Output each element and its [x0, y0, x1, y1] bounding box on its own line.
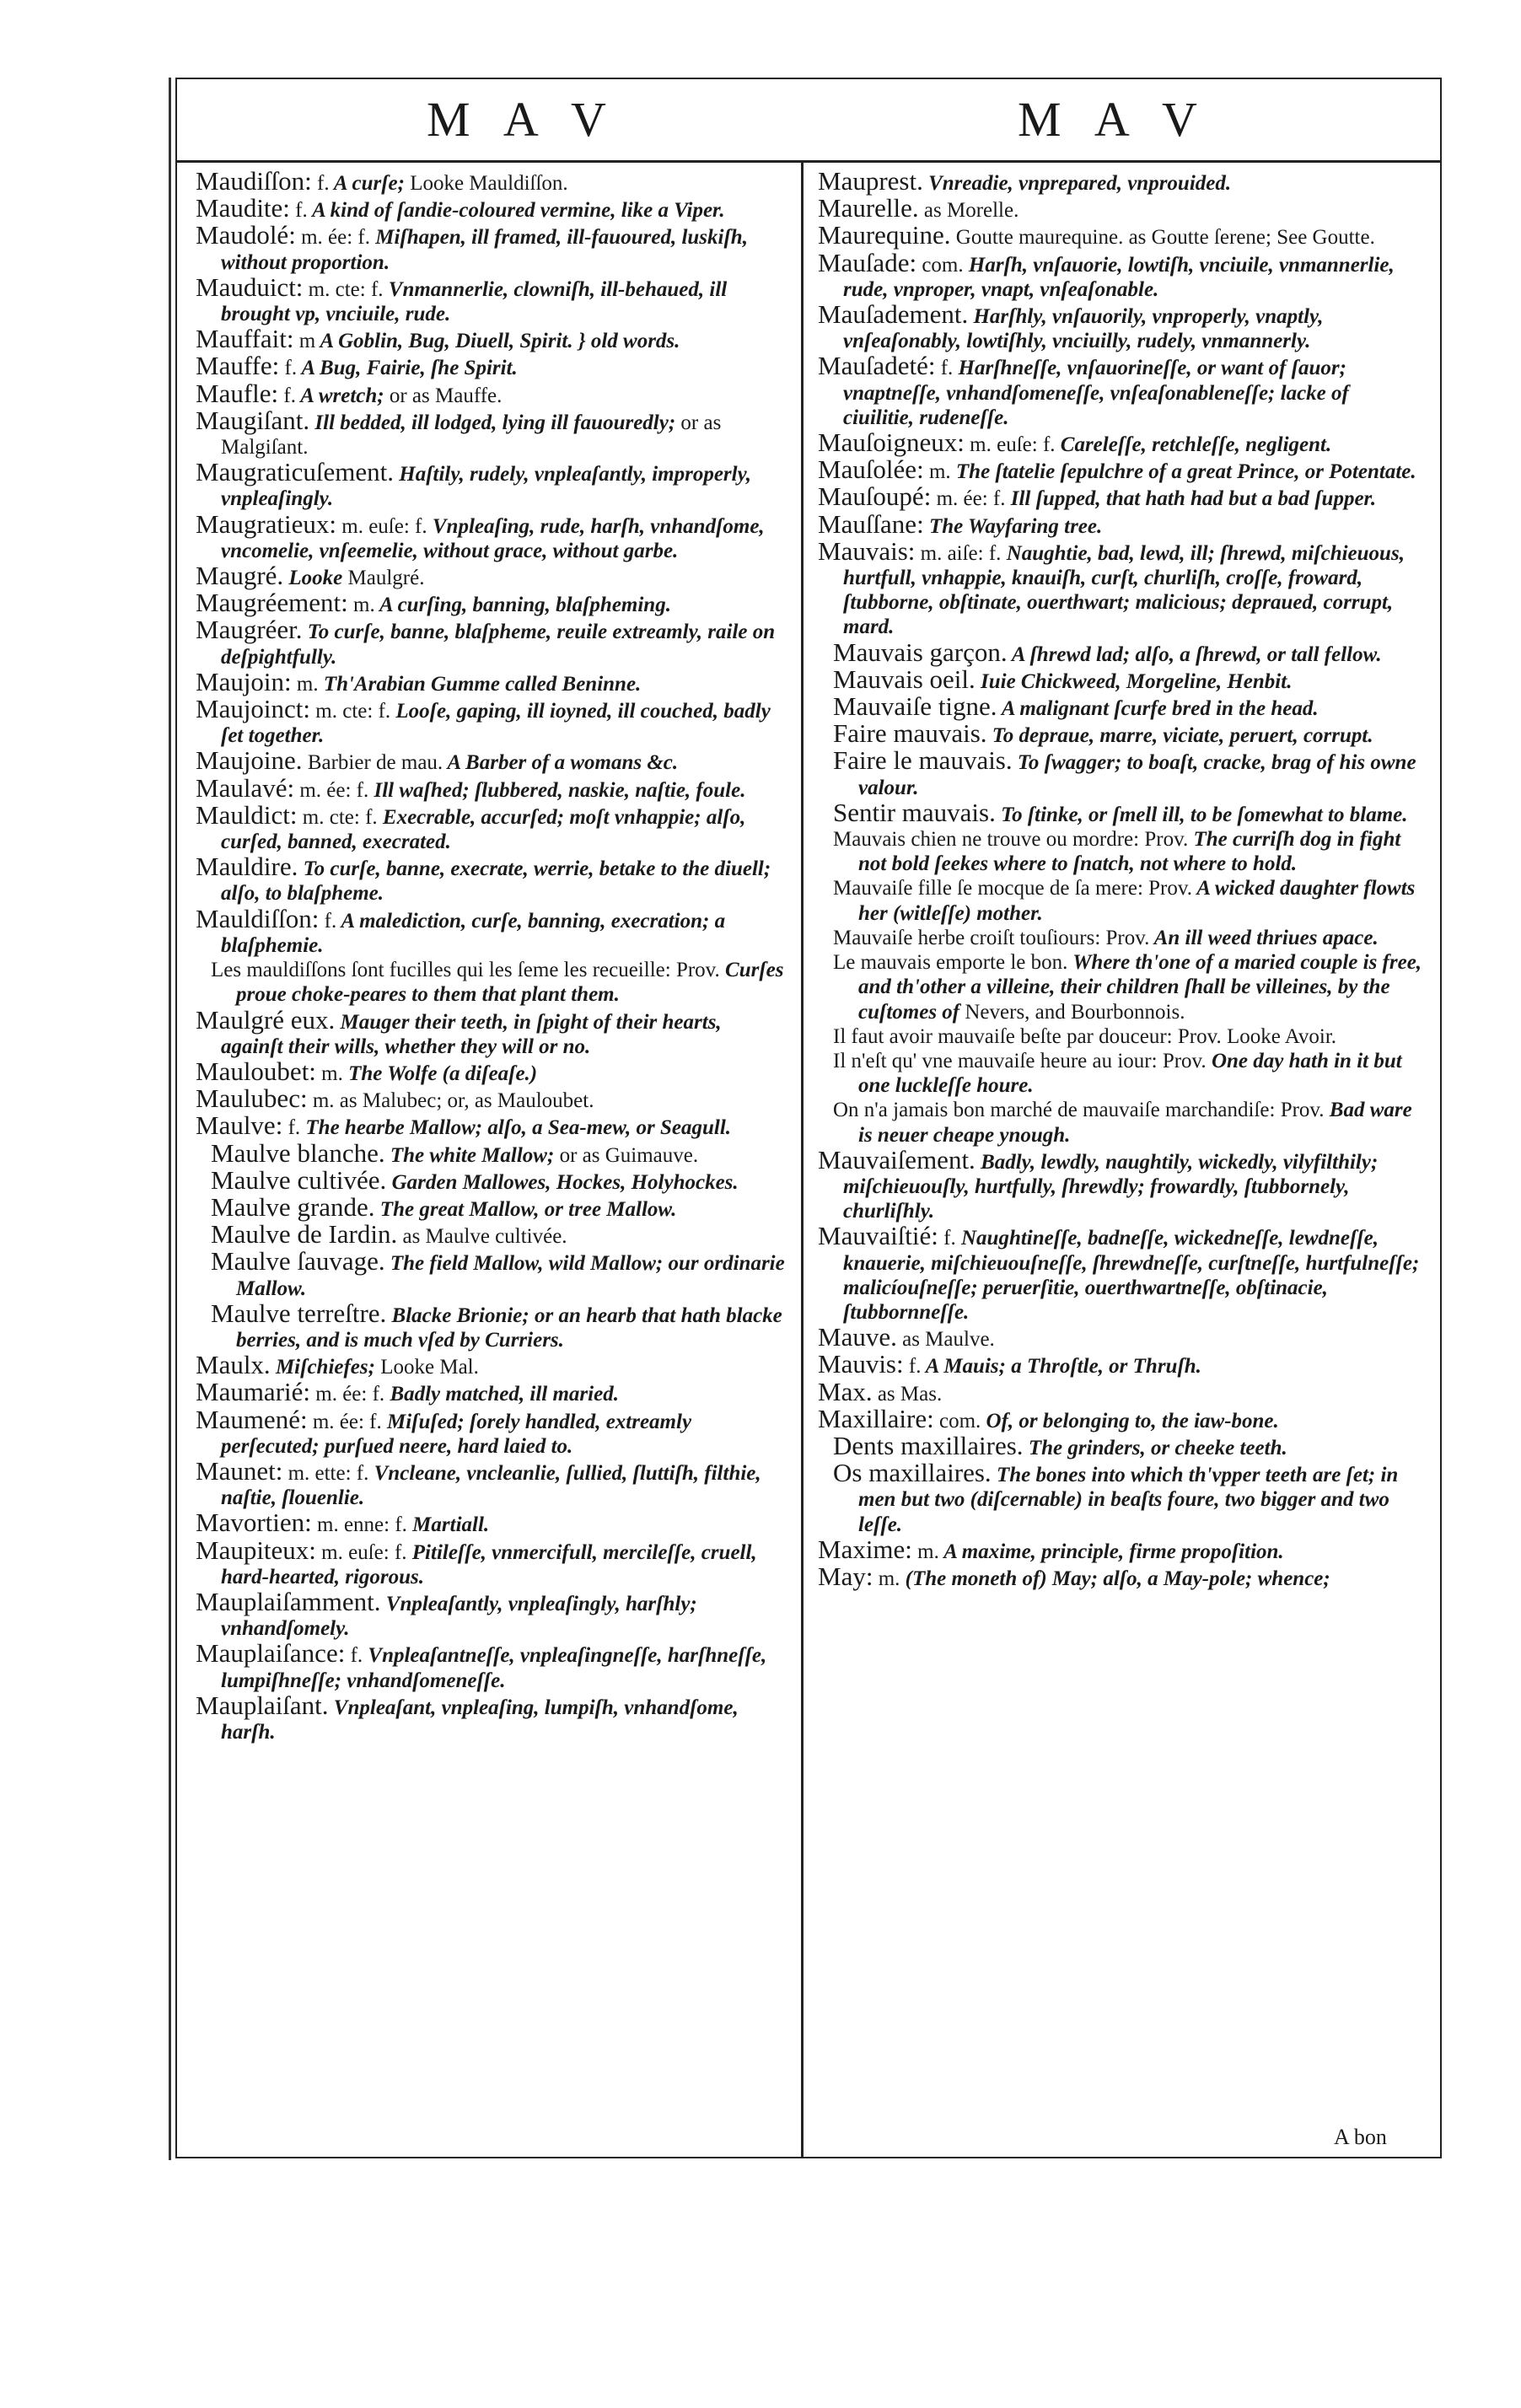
- entry-grammar: m. ée: f.: [295, 226, 370, 250]
- entry-headword: Mauvais garçon.: [833, 637, 1008, 667]
- dictionary-entry: [196, 1638, 786, 1692]
- entry-headword: Faire mauvais.: [833, 718, 987, 749]
- entry-definition: The Wayfaring tree.: [923, 514, 1103, 538]
- dictionary-entry: [818, 535, 1423, 640]
- entry-headword: Maulx.: [196, 1350, 271, 1380]
- entry-definition: Where th'one of a maried couple is free, and th'other a villeine, their children ſhall be villeines, by the cuſtomes of: [858, 951, 1422, 1024]
- entry-definition: Th'Arabian Gumme called Beninne.: [318, 672, 642, 696]
- dictionary-entry: [196, 772, 786, 803]
- entry-definition: Ill waſhed; ſlubbered, naskie, naſtie, foule.: [368, 778, 746, 802]
- dictionary-entry: [196, 169, 786, 196]
- entry-definition: A Barber of a womans &c.: [443, 751, 679, 775]
- dictionary-entry: [818, 1024, 1423, 1049]
- entry-definition: The hearbe Mallow; alſo, a Sea-mew, or Seagull.: [300, 1116, 732, 1140]
- entry-reference: Looke Mal.: [380, 1356, 479, 1379]
- entry-headword: Maulve cultivée.: [211, 1164, 387, 1195]
- dictionary-entry: [818, 193, 1423, 223]
- entry-grammar: m.: [911, 1540, 939, 1563]
- dictionary-entry: [196, 405, 786, 460]
- dictionary-entry: [818, 454, 1423, 485]
- entry-headword: Maugiſant.: [196, 405, 310, 435]
- dictionary-entry: [196, 508, 786, 563]
- dictionary-entry: [196, 1137, 786, 1168]
- entry-grammar: f.: [278, 384, 296, 407]
- dictionary-entry: [196, 1455, 786, 1510]
- entry-grammar: f.: [935, 357, 954, 380]
- entry-grammar: Mauvais chien ne trouve ou mordre: Prov.: [833, 828, 1189, 852]
- entry-grammar: com.: [933, 1409, 981, 1432]
- entry-headword: Maurelle.: [818, 193, 919, 223]
- entry-headword: Sentir mauvais.: [833, 797, 996, 827]
- dictionary-entry: [818, 664, 1423, 694]
- dictionary-entry: [196, 378, 786, 408]
- entry-headword: Maugréer.: [196, 615, 303, 645]
- entry-definition: The curriſh dog in fight not bold ſeekes where to ſnatch, not where to hold.: [858, 828, 1401, 876]
- entry-grammar: as Maulve cultivée.: [397, 1225, 567, 1249]
- entry-definition: The Wolfe (a diſeaſe.): [342, 1062, 538, 1085]
- entry-definition: The bones into which th'vpper teeth are ſet; in men but two (diſcernable) in beaſts foure, two bigger and two leſſe.: [858, 1464, 1399, 1536]
- dictionary-entry: [818, 1144, 1423, 1224]
- entry-headword: Maudiſſon:: [196, 169, 312, 196]
- entry-headword: Mauvais oeil.: [833, 664, 975, 694]
- entry-headword: Mauplaiſance:: [196, 1638, 346, 1669]
- dictionary-entry: [818, 508, 1423, 539]
- entry-headword: Maugré.: [196, 561, 284, 591]
- dictionary-entry: [196, 353, 786, 380]
- entry-definition: A maxime, principle, firme propoſition.: [938, 1540, 1284, 1563]
- dictionary-entry: [196, 854, 786, 906]
- running-head-right: M A V: [1018, 92, 1209, 147]
- dictionary-entry: [196, 1690, 786, 1744]
- dictionary-entry: [818, 1460, 1423, 1537]
- right-column: [818, 169, 1423, 2142]
- entry-grammar: com.: [916, 253, 964, 277]
- entry-grammar: m. euſe: f.: [964, 433, 1056, 457]
- entry-definition: Ill bedded, ill lodged, lying ill fauouredly;: [309, 411, 681, 434]
- entry-headword: Mavortien:: [196, 1508, 312, 1538]
- entry-grammar: f.: [289, 199, 308, 223]
- entry-grammar: Goutte maurequine. as Goutte ſerene; See Goutte.: [950, 226, 1375, 250]
- dictionary-entry: [818, 718, 1423, 749]
- entry-definition: A malignant ſcurfe bred in the head.: [997, 697, 1319, 721]
- entry-definition: A malediction, curſe, banning, execration; a blaſphemie.: [221, 909, 726, 957]
- entry-definition: Naughtineſſe, badneſſe, wickedneſſe, lewdneſſe, knauerie, miſchieuouſneſſe, ſhrewdneſſe, curſtneſſe, hurtfulneſſe; malicíouſneſſe; peruerſitie, ouerthwartneſſe, obſtinacie, ſtubbornneſſe.: [843, 1227, 1420, 1324]
- entry-headword: Mauldiſſon:: [196, 903, 320, 933]
- entry-headword: Maulve ſauvage.: [211, 1246, 385, 1277]
- entry-definition: Miſchiefes;: [270, 1356, 381, 1379]
- entry-headword: Mauſoupé:: [818, 481, 932, 512]
- dictionary-entry: [818, 691, 1423, 722]
- entry-headword: Max.: [818, 1376, 873, 1406]
- dictionary-entry: [818, 827, 1423, 876]
- entry-definition: A Goblin, Bug, Diuell, Spirit. } old words.: [315, 330, 680, 353]
- entry-headword: Mauplaiſant.: [196, 1690, 329, 1720]
- entry-definition: Bad ware is neuer cheape ynough.: [858, 1099, 1412, 1147]
- entry-headword: Maunet:: [196, 1455, 283, 1486]
- catchword: A bon: [1334, 2125, 1387, 2149]
- entry-definition: Careleſſe, retchleſſe, negligent.: [1055, 433, 1332, 457]
- entry-definition: Execrable, accurſed; moſt vnhappie; alſo, curſed, banned, execrated.: [221, 805, 746, 854]
- entry-headword: Mauvais:: [818, 535, 916, 566]
- dictionary-entry: [818, 1223, 1423, 1325]
- entry-grammar: f.: [938, 1227, 956, 1250]
- entry-definition: Harſh, vnſauorie, lowtiſh, vnciuile, vnmannerlie, rude, vnproper, vnapt, vnſeaſonable.: [843, 253, 1395, 301]
- entry-definition: Of, or belonging to, the iaw-bone.: [981, 1409, 1279, 1432]
- entry-headword: Mauſadeté:: [818, 351, 936, 381]
- entry-definition: A wicked daughter flowts her (witleſſe) mother.: [858, 877, 1416, 925]
- entry-headword: Mauprest.: [818, 169, 923, 196]
- dictionary-entry: [196, 326, 786, 353]
- entry-grammar: m. aiſe: f.: [915, 541, 1002, 565]
- dictionary-entry: [196, 617, 786, 669]
- entry-headword: Maugraticuſement.: [196, 457, 394, 487]
- entry-headword: Maulve blanche.: [211, 1137, 385, 1168]
- dictionary-entry: [818, 427, 1423, 458]
- entry-grammar: f.: [345, 1644, 363, 1668]
- dictionary-entry: [818, 1049, 1423, 1098]
- entry-headword: Maulve terreſtre.: [211, 1298, 387, 1328]
- entry-grammar: m.: [315, 1062, 343, 1085]
- dictionary-entry: [196, 1535, 786, 1589]
- entry-definition: A Bug, Fairie, ſhe Spirit.: [297, 357, 518, 380]
- dictionary-entry: [818, 950, 1423, 1024]
- dictionary-entry: [818, 1349, 1423, 1379]
- entry-definition: Badly matched, ill maried.: [384, 1383, 619, 1406]
- entry-headword: Maulve grande.: [211, 1191, 375, 1222]
- dictionary-entry: [196, 271, 786, 326]
- entry-definition: Vnpleaſantly, vnpleaſingly, harſhly; vnhandſomely.: [221, 1592, 697, 1641]
- dictionary-entry: [196, 1219, 786, 1250]
- entry-reference: Looke Mauldiſſon.: [410, 172, 568, 195]
- entry-grammar: as Mas.: [872, 1382, 943, 1406]
- entry-definition: A Mauis; a Throſtle, or Thruſh.: [921, 1355, 1201, 1379]
- entry-grammar: m. euſe: f.: [315, 1540, 407, 1564]
- entry-headword: Maupiteux:: [196, 1535, 316, 1565]
- entry-headword: Mauffait:: [196, 324, 294, 354]
- entry-grammar: m. enne: f.: [311, 1513, 407, 1537]
- entry-reference: or as Mauffe.: [389, 384, 503, 407]
- entry-headword: Mauloubet:: [196, 1056, 316, 1086]
- dictionary-entry: [818, 797, 1423, 827]
- dictionary-entry: [196, 563, 786, 590]
- entry-headword: Maudite:: [196, 193, 290, 223]
- dictionary-entry: [196, 1379, 786, 1406]
- dictionary-entry: [196, 696, 786, 748]
- dictionary-entry: [818, 926, 1423, 950]
- entry-headword: Maxime:: [818, 1534, 912, 1564]
- entry-definition: To ſtinke, or ſmell ill, to be ſomewhat to blame.: [995, 803, 1408, 826]
- dictionary-entry: [818, 876, 1423, 925]
- entry-definition: Miſhapen, ill framed, ill-fauoured, luskiſh, without proportion.: [221, 226, 748, 274]
- entry-definition: The great Mallow, or tree Mallow.: [374, 1197, 677, 1221]
- dictionary-entry: [196, 1404, 786, 1459]
- entry-grammar: Mauvaiſe herbe croiſt touſiours: Prov.: [833, 926, 1150, 949]
- entry-grammar: f.: [279, 357, 298, 380]
- entry-headword: Mauſoigneux:: [818, 427, 965, 458]
- entry-grammar: as Morelle.: [918, 199, 1019, 223]
- entry-definition: Looke: [283, 567, 348, 590]
- entry-definition: Naughtie, bad, lewd, ill; ſhrewd, miſchieuous, hurtfull, vnhappie, knauiſh, curſt, churliſh, croſſe, froward, ſtubborne, obſtinate, ouerthwart; malicious; depraued, corrupt, mard.: [843, 541, 1405, 639]
- entry-definition: Vnreadie, vnprepared, vnprouided.: [922, 172, 1232, 195]
- entry-headword: Mauſſane:: [818, 508, 924, 539]
- entry-reference: or as Guimauve.: [559, 1143, 699, 1167]
- dictionary-entry: [196, 958, 786, 1007]
- dictionary-entry: [818, 1376, 1423, 1406]
- dictionary-entry: [196, 1298, 786, 1352]
- entry-headword: Mauſade:: [818, 247, 917, 277]
- entry-headword: Mauvaiſement.: [818, 1144, 975, 1174]
- entry-grammar: f.: [903, 1355, 922, 1379]
- entry-definition: An ill weed thriues apace.: [1149, 926, 1379, 949]
- entry-reference: Maulgré.: [347, 567, 425, 590]
- entry-definition: A ſhrewd lad; alſo, a ſhrewd, or tall fellow.: [1007, 642, 1382, 666]
- entry-definition: Blacke Brionie; or an hearb that hath blacke berries, and is much vſed by Curriers.: [236, 1303, 782, 1352]
- entry-headword: Maumarié:: [196, 1377, 311, 1407]
- entry-definition: Iuie Chickweed, Morgeline, Henbit.: [975, 669, 1293, 693]
- entry-headword: May:: [818, 1561, 873, 1591]
- dictionary-entry: [196, 1246, 786, 1300]
- entry-definition: Miſuſed; ſorely handled, extreamly perſecuted; purſued neere, hard laied to.: [221, 1410, 692, 1458]
- dictionary-entry: [818, 220, 1423, 250]
- entry-definition: (The moneth of) May; alſo, a May-pole; whence;: [900, 1567, 1330, 1590]
- entry-grammar: m. ée: f.: [294, 778, 369, 802]
- entry-headword: Maugratieux:: [196, 508, 337, 539]
- entry-headword: Maurequine.: [818, 220, 951, 250]
- entry-headword: Maumené:: [196, 1404, 308, 1434]
- entry-headword: Mauvis:: [818, 1349, 904, 1379]
- dictionary-entry: [818, 1561, 1423, 1591]
- dictionary-entry: [818, 637, 1423, 667]
- entry-definition: A curſe;: [329, 172, 411, 195]
- dictionary-entry: [196, 1191, 786, 1222]
- entry-definition: Looſe, gaping, ill ioyned, ill couched, badly ſet together.: [221, 700, 771, 748]
- entry-definition: The ſtatelie ſepulchre of a great Prince, or Potentate.: [950, 460, 1416, 484]
- entry-headword: Mauvaiſtié:: [818, 1221, 938, 1251]
- dictionary-entry: [196, 193, 786, 223]
- entry-headword: Os maxillaires.: [833, 1458, 992, 1488]
- dictionary-entry: [196, 220, 786, 274]
- entry-definition: Vnpleaſant, vnpleaſing, lumpiſh, vnhandſome, harſh.: [221, 1696, 739, 1744]
- dictionary-entry: [196, 590, 786, 617]
- frame-left-edge: [169, 78, 171, 2160]
- entry-grammar: On n'a jamais bon marché de mauvaiſe marchandiſe: Prov.: [833, 1099, 1325, 1122]
- entry-grammar: Mauvaiſe fille ſe mocque de ſa mere: Prov.: [833, 877, 1193, 900]
- entry-grammar: m.: [923, 460, 951, 484]
- entry-definition: Badly, lewdly, naughtily, wickedly, vilyfilthily; miſchieuouſly, hurtfully, ſhrewdly; frowardly, ſtubbornely, churliſhly.: [843, 1150, 1379, 1223]
- entry-grammar: as Maulve.: [896, 1328, 995, 1352]
- dictionary-entry: [196, 666, 786, 696]
- entry-definition: A kind of ſandie-coloured vermine, like a Viper.: [307, 199, 725, 223]
- entry-headword: Mauffe:: [196, 351, 280, 381]
- entry-headword: Maugréement:: [196, 588, 348, 618]
- dictionary-entry: [196, 1004, 786, 1059]
- entry-definition: Mauger their teeth, in ſpight of their hearts, againſt their wills, whether they will or no.: [221, 1010, 722, 1058]
- entry-definition: To ſwagger; to boaſt, cracke, brag of his owne valour.: [858, 751, 1416, 799]
- entry-headword: Maujoine.: [196, 745, 303, 776]
- entry-headword: Maulavé:: [196, 772, 295, 803]
- entry-definition: The field Mallow, wild Mallow; our ordinarie Mallow.: [236, 1252, 785, 1300]
- entry-grammar: m. ée: f.: [931, 487, 1006, 511]
- entry-definition: One day hath in it but one luckleſſe houre.: [858, 1049, 1402, 1098]
- dictionary-entry: [196, 1056, 786, 1086]
- entry-definition: Harſhly, vnſauorily, vnproperly, vnaptly, vnſeaſonably, lowtiſhly, vnciuilly, rudely, vnmannerly.: [843, 305, 1324, 353]
- entry-definition: Garden Mallowes, Hockes, Holyhockes.: [386, 1170, 739, 1194]
- entry-headword: Faire le mauvais.: [833, 745, 1013, 776]
- dictionary-entry: [818, 1430, 1423, 1460]
- entry-headword: Mauſadement.: [818, 299, 969, 330]
- entry-definition: Vnpleaſantneſſe, vnpleaſingneſſe, harſhneſſe, lumpiſhneſſe; vnhandſomeneſſe.: [221, 1644, 767, 1692]
- entry-definition: Ill ſupped, that hath had but a bad ſupper.: [1005, 487, 1377, 511]
- entry-definition: To curſe, banne, blaſpheme, reuile extreamly, raile on deſpightfully.: [221, 621, 776, 669]
- dictionary-entry: [196, 457, 786, 511]
- dictionary-entry: [818, 1534, 1423, 1564]
- entry-headword: Mauvaiſe tigne.: [833, 691, 997, 722]
- header-rule: [175, 160, 1442, 163]
- entry-grammar: m.: [291, 672, 319, 696]
- entry-grammar: Il faut avoir mauvaiſe beſte par douceur: Prov. Looke Avoir.: [833, 1024, 1337, 1048]
- dictionary-entry: [196, 745, 786, 776]
- entry-definition: The white Mallow;: [384, 1143, 560, 1167]
- entry-definition: To depraue, marre, viciate, peruert, corrupt.: [986, 724, 1373, 748]
- entry-definition: Vnpleaſing, rude, harſh, vnhandſome, vncomelie, vnſeemelie, without grace, without garbe.: [221, 514, 765, 562]
- entry-grammar: Barbier de mau.: [302, 751, 443, 775]
- entry-grammar: m. cte: f.: [303, 277, 384, 301]
- entry-grammar: m. ée: f.: [310, 1383, 385, 1406]
- entry-grammar: m.: [347, 594, 375, 617]
- entry-headword: Maulgré eux.: [196, 1004, 336, 1035]
- entry-headword: Maxillaire:: [818, 1403, 934, 1433]
- entry-grammar: m. cte: f.: [297, 805, 378, 829]
- dictionary-entry: [196, 1110, 786, 1141]
- left-column: [196, 169, 786, 2142]
- entry-definition: The grinders, or cheeke teeth.: [1023, 1436, 1287, 1459]
- dictionary-entry: [196, 1164, 786, 1195]
- entry-headword: Maudolé:: [196, 220, 296, 250]
- dictionary-entry: [196, 1083, 786, 1114]
- dictionary-entry: [196, 799, 786, 854]
- entry-reference: or as Malgiſant.: [221, 411, 722, 460]
- entry-definition: A wretch;: [295, 384, 390, 407]
- entry-definition: Vnmannerlie, clowniſh, ill-behaued, ill brought vp, vnciuile, rude.: [221, 277, 728, 326]
- entry-grammar: m. ée: f.: [307, 1410, 382, 1433]
- entry-headword: Dents maxillaires.: [833, 1430, 1024, 1460]
- entry-definition: Harſhneſſe, vnſauorineſſe, or want of ſauor; vnaptneſſe, vnhandſomeneſſe, vnſeaſonableneſſe; lacke of ciuilitie, rudeneſſe.: [843, 357, 1349, 429]
- entry-headword: Mauſolée:: [818, 454, 924, 485]
- running-head-left: M A V: [427, 92, 618, 147]
- entry-definition: Pitileſſe, vnmercifull, mercileſſe, cruell, hard-hearted, rigorous.: [221, 1540, 757, 1588]
- entry-reference: Nevers, and Bourbonnois.: [965, 1000, 1185, 1024]
- entry-grammar: m: [293, 330, 316, 353]
- dictionary-entry: [196, 1510, 786, 1537]
- dictionary-entry: [818, 745, 1423, 799]
- entry-headword: Mauldire.: [196, 852, 298, 882]
- entry-grammar: m. cte: f.: [310, 700, 391, 723]
- entry-grammar: m.: [873, 1567, 900, 1590]
- entry-definition: Curſes proue choke-peares to them that plant them.: [236, 959, 784, 1007]
- entry-grammar: Les mauldiſſons ſont fucilles qui les ſeme les recueille: Prov.: [211, 959, 720, 982]
- dictionary-entry: [818, 1322, 1423, 1352]
- entry-grammar: m. euſe: f.: [336, 514, 427, 538]
- entry-definition: Vncleane, vncleanlie, ſullied, ſluttiſh, filthie, naſtie, ſlouenlie.: [221, 1461, 761, 1510]
- column-divider: [801, 162, 803, 2158]
- entry-headword: Mauplaiſamment.: [196, 1586, 381, 1616]
- entry-headword: Mauve.: [818, 1322, 897, 1352]
- entry-headword: Mauldict:: [196, 799, 298, 830]
- dictionary-entry: [818, 247, 1423, 302]
- dictionary-entry: [818, 481, 1423, 512]
- dictionary-entry: [196, 1352, 786, 1379]
- entry-headword: Maufle:: [196, 378, 279, 408]
- entry-headword: Maujoinct:: [196, 694, 311, 724]
- dictionary-entry: [196, 903, 786, 958]
- entry-grammar: f.: [282, 1116, 301, 1140]
- dictionary-entry: [818, 1403, 1423, 1433]
- dictionary-entry: [818, 299, 1423, 353]
- entry-headword: Maujoin:: [196, 666, 292, 696]
- dictionary-entry: [818, 353, 1423, 430]
- entry-definition: To curſe, banne, execrate, werrie, betake to the diuell; alſo, to blaſpheme.: [221, 857, 771, 906]
- dictionary-entry: [818, 169, 1423, 196]
- entry-headword: Maulubec:: [196, 1083, 308, 1114]
- entry-headword: Maulve de Iardin.: [211, 1219, 398, 1250]
- entry-grammar: Il n'eſt qu' vne mauvaiſe heure au iour: Prov.: [833, 1049, 1207, 1072]
- dictionary-entry: [196, 1586, 786, 1641]
- entry-headword: Maulve:: [196, 1110, 283, 1141]
- entry-definition: Haſtily, rudely, vnpleaſantly, improperly, vnpleaſingly.: [221, 463, 752, 511]
- entry-grammar: Le mauvais emporte le bon.: [833, 951, 1068, 975]
- dictionary-entry: [818, 1098, 1423, 1147]
- entry-grammar: m. as Malubec; or, as Mauloubet.: [307, 1089, 594, 1113]
- entry-definition: Martiall.: [406, 1513, 490, 1537]
- entry-grammar: f.: [319, 909, 337, 933]
- entry-grammar: m. ette: f.: [282, 1461, 369, 1485]
- entry-definition: A curſing, banning, blaſpheming.: [374, 594, 671, 617]
- entry-grammar: f.: [311, 172, 330, 195]
- entry-headword: Mauduict:: [196, 271, 304, 302]
